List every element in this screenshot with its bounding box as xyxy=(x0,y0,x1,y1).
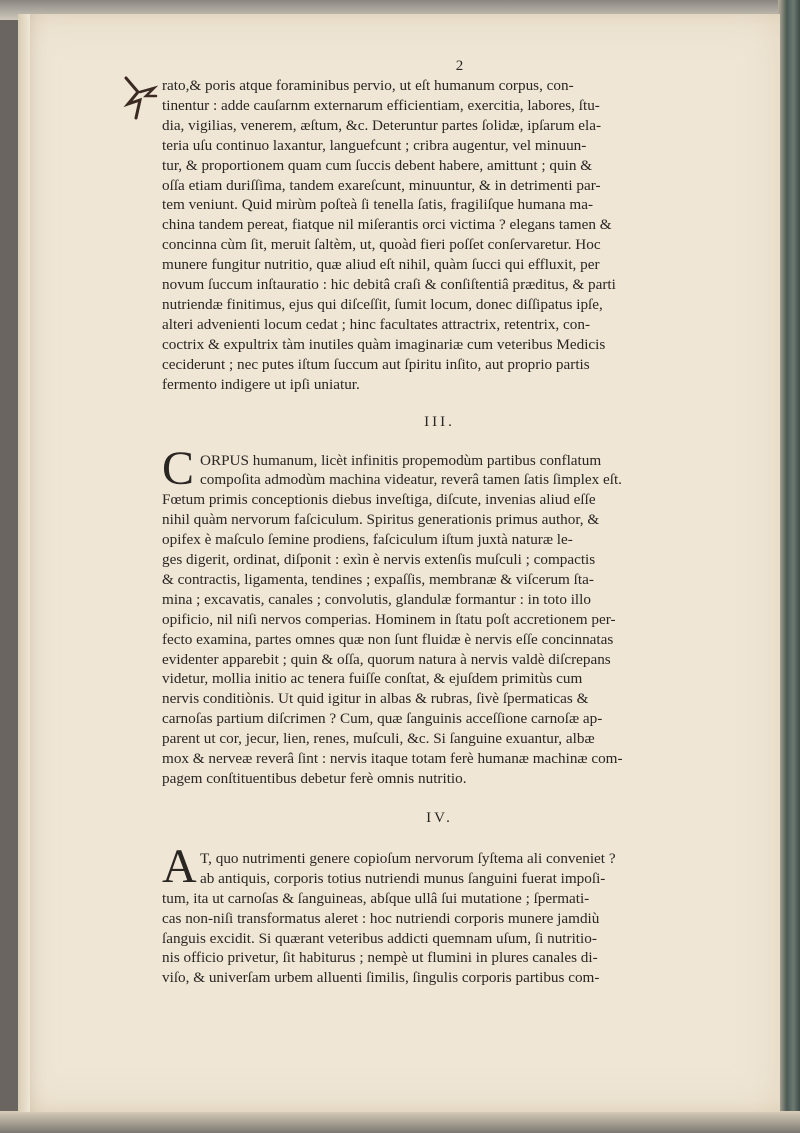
text-line: parent ut cor, jecur, lien, renes, muſculi, &c. Si ſanguine exuantur, albæ xyxy=(162,730,595,748)
text-line: viſo, & univerſam urbem alluenti ſimilis, ſingulis corporis partibus com- xyxy=(162,969,600,987)
text-line: fecto examina, partes omnes quæ non ſunt fluidæ è nervis eſſe concinnatas xyxy=(162,630,614,648)
text-line: alteri advenienti locum cedat ; hinc facultates attractrix, retentrix, con- xyxy=(162,315,591,333)
page-number: 2 xyxy=(455,58,464,74)
text-line: videtur, mollia initio ac tenera fuiſſe conſtat, & ejuſdem primitùs cum xyxy=(162,670,583,688)
text-line: oſſa etiam duriſſima, tandem exareſcunt, minuuntur, & in detrimenti par- xyxy=(162,176,601,194)
book-edge-bottom xyxy=(0,1111,800,1133)
paragraph-section-iii xyxy=(162,451,717,789)
paragraph-section-iv xyxy=(162,849,717,988)
paragraph-continuation xyxy=(162,76,717,395)
text-line: ſanguis excidit. Si quærant veteribus addicti quemnam uſum, ſi nutritio- xyxy=(162,929,597,947)
text-line: ORPUS humanum, licèt infinitis propemodùm partibus conflatum xyxy=(200,451,602,469)
text-line: tum, ita ut carnoſas & ſanguineas, abſque ullâ ſui mutatione ; ſpermati- xyxy=(162,889,590,907)
section-heading-iv: IV. xyxy=(426,809,453,826)
text-line: fermento indigere ut ipſi uniatur. xyxy=(162,375,360,393)
text-line: evidenter apparebit ; quin & oſſa, quorum natura à nervis valdè diſcrepans xyxy=(162,650,611,668)
text-line: T, quo nutrimenti genere copioſum nervorum ſyſtema ali conveniet ? xyxy=(200,849,616,867)
text-line: tur, & proportionem quam cum ſuccis debent habere, amittunt ; quin & xyxy=(162,156,593,174)
section-iv-body xyxy=(162,839,717,988)
text-line: ab antiquis, corporis totius nutriendi munus ſanguini fuerat impoſi- xyxy=(200,869,606,887)
text-line: concinna cùm ſit, meruit ſaltèm, ut, quoàd fieri poſſet conſervaretur. Hoc xyxy=(162,236,601,254)
text-line: nutriendæ finitimus, ejus qui diſceſſit, ſumit locum, donec diſſipatus ipſe, xyxy=(162,295,603,313)
text-line: opificio, nil niſi nervos comperias. Hominem in ſtatu poſt accretionem per- xyxy=(162,610,616,628)
text-line: nihil quàm nervorum faſciculum. Spiritus generationis primus author, & xyxy=(162,511,600,529)
text-line: mox & nerveæ reverâ ſint : nervis itaque totam ferè humanæ machinæ com- xyxy=(162,750,623,768)
page-gutter xyxy=(18,14,30,1112)
text-line: coctrix & expultrix tàm inutiles quàm imaginariæ cum veteribus Medicis xyxy=(162,335,606,353)
text-line: teria uſu continuo laxantur, languefcunt ; cribra augentur, vel minuun- xyxy=(162,136,587,154)
drop-cap-c: C xyxy=(162,441,195,495)
text-line: china tandem pereat, fiatque nil miſerantis orci victima ? elegans tamen & xyxy=(162,216,612,234)
section-heading-iii: III. xyxy=(424,413,455,430)
text-line: nis officio privetur, ſit habiturus ; nempè ut flumini in plures canales di- xyxy=(162,949,598,967)
text-line: cas non-niſi transformatus aleret : hoc nutriendi corporis munere jamdiù xyxy=(162,909,600,927)
text-line: opifex è maſculo ſemine prodiens, faſciculum iſtum juxtà naturæ le- xyxy=(162,531,573,549)
text-line: rato,& poris atque foraminibus pervio, ut eſt humanum corpus, con- xyxy=(162,77,574,94)
drop-cap-a: A xyxy=(162,839,197,893)
text-line: munere fungitur nutritio, quæ aliud eſt nihil, quàm ſucci qui effluxit, per xyxy=(162,256,600,274)
page-text xyxy=(162,58,717,988)
text-line: dia, vigilias, venerem, æſtum, &c. Deteruntur partes ſolidæ, ipſarum ela- xyxy=(162,116,602,134)
text-line: pagem conſtituentibus debetur ferè omnis nutritio. xyxy=(162,770,467,787)
text-line: mina ; excavatis, canales ; convolutis, glandulæ formantur : in toto illo xyxy=(162,590,591,608)
text-line: ceciderunt ; nec putes iſtum ſuccum aut ſpiritu inſito, aut proprio partis xyxy=(162,355,590,373)
text-line: compoſita admodùm machina videatur, reverâ tamen ſatis ſimplex eſt. xyxy=(200,471,622,489)
text-line: novum ſuccum inſtauratio : hic debitâ craſi & conſiſtentiâ præditus, & parti xyxy=(162,276,616,294)
text-line: nervis conditiònis. Ut quid igitur in albas & rubras, ſivè ſpermaticas & xyxy=(162,690,589,708)
book-edge-right xyxy=(778,0,800,1133)
text-line: Fœtum primis conceptionis diebus inveſtiga, diſcute, invenias aliud eſſe xyxy=(162,491,596,509)
handwritten-margin-mark-icon xyxy=(120,74,160,120)
text-line: & contractis, ligamenta, tendines ; expaſſis, membranæ & viſcerum ſta- xyxy=(162,570,594,588)
text-line: tinentur : adde cauſarnm externarum efficientiam, exercitia, labores, ſtu- xyxy=(162,96,600,114)
section-iii-body xyxy=(162,441,717,789)
text-line: ges digerit, ordinat, diſponit : exìn è nervis extenſis muſculi ; compactis xyxy=(162,551,596,569)
text-line: tem veniunt. Quid mirùm poſteà ſi tenella ſatis, fragiliſque humana ma- xyxy=(162,196,594,214)
text-line: carnoſas partium diſcrimen ? Cum, quæ ſanguinis acceſſione carnoſæ ap- xyxy=(162,710,603,728)
